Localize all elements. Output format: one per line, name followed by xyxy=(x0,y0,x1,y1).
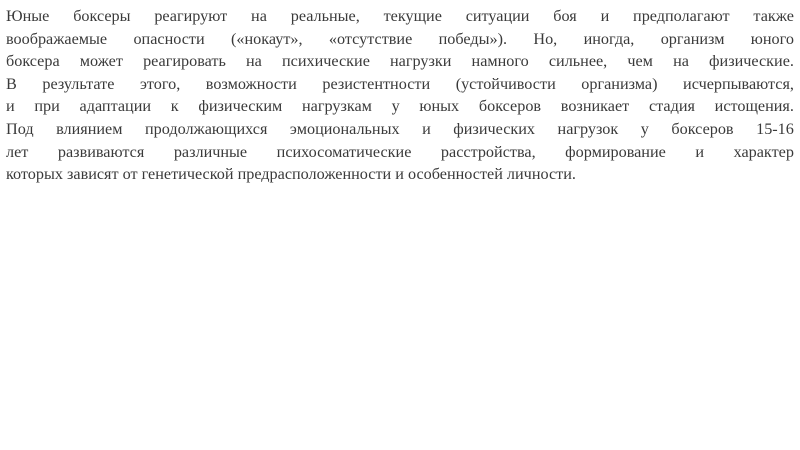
paragraph-line-3: боксера может реагировать на психические нагрузки намного сильнее, чем на физические. xyxy=(6,52,794,71)
paragraph-line-1: Юные боксеры реагируют на реальные, текущие ситуации боя и предполагают также xyxy=(6,7,794,25)
paragraph-line-2: воображаемые опасности («нокаут», «отсутствие победы»). Но, иногда, организм юного xyxy=(6,29,794,48)
paragraph-line-7: лет развиваются различные психосоматические расстройства, формирование и характер xyxy=(6,142,794,161)
body-paragraph xyxy=(6,5,794,186)
paragraph-line-8: которых зависят от генетической предрасположенности и особенностей личности. xyxy=(6,165,576,184)
paragraph-line-4: В результате этого, возможности резистентности (устойчивости организма) исчерпываются, xyxy=(6,74,794,93)
paragraph-line-6: Под влиянием продолжающихся эмоциональных и физических нагрузок у боксеров 15-16 xyxy=(6,119,794,138)
paragraph-line-5: и при адаптации к физическим нагрузкам у юных боксеров возникает стадия истощения. xyxy=(6,97,794,116)
